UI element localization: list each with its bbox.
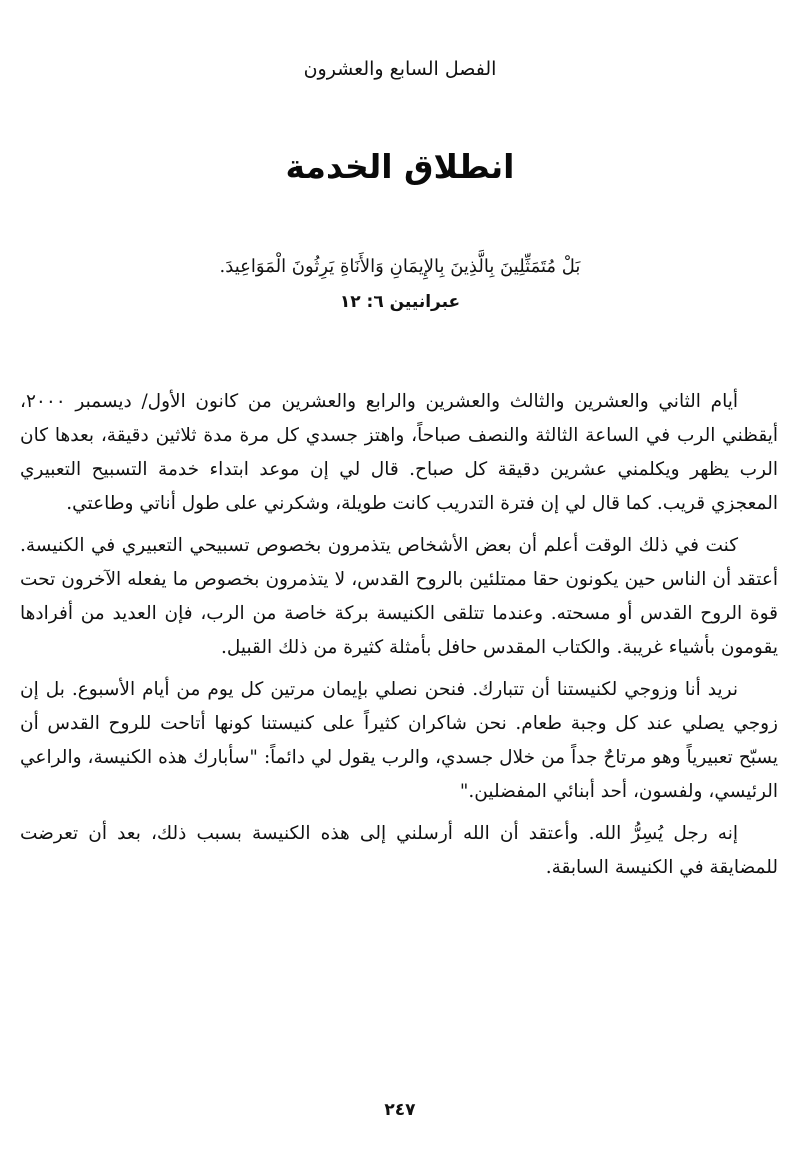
paragraph: إنه رجل يُسِرُّ الله. وأعتقد أن الله أرسلني إلى هذه الكنيسة بسبب ذلك، بعد أن تعرضت للمضايقة في الكنيسة السابقة. bbox=[20, 823, 778, 878]
body-text bbox=[20, 385, 778, 893]
page-number: ٢٤٧ bbox=[384, 1100, 416, 1120]
paragraph: أيام الثاني والعشرين والثالث والعشرين والرابع والعشرين من كانون الأول/ ديسمبر ٢٠٠٠، أيقظني الرب في الساعة الثالثة والنصف صباحاً، واهتز جسدي كل مرة مدة ثلاثين دقيقة، بعدها كان الرب يظهر ويكلمني عشرين دقيقة كل صباح. قال لي إن موعد ابتداء خدمة التسبيح التعبيري المعجزي قريب. كما قال لي إن فترة التدريب كانت طويلة، وشكرني على طول أناتي وطاعتي. bbox=[20, 391, 778, 514]
paragraph: كنت في ذلك الوقت أعلم أن بعض الأشخاص يتذمرون بخصوص تسبيحي التعبيري في الكنيسة. أعتقد أن الناس حين يكونون حقا ممتلئين بالروح القدس، لا يتذمرون بخصوص ما يفعله الآخرون تحت قوة الروح القدس أو مسحته. وعندما تتلقى الكنيسة بركة خاصة من الرب، فإن العديد من أفرادها يقومون بأشياء غريبة. والكتاب المقدس حافل بأمثلة كثيرة من ذلك القبيل. bbox=[20, 535, 778, 658]
epigraph-reference: عبرانيين ٦: ١٢ bbox=[339, 292, 461, 312]
epigraph-verse: بَلْ مُتَمَثِّلِينَ بِالَّذِينَ بِالإِيمَانِ وَالأَنَاةِ يَرِثُونَ الْمَوَاعِيدَ. bbox=[219, 256, 581, 277]
paragraph: نريد أنا وزوجي لكنيستنا أن تتبارك. فنحن نصلي بإيمان مرتين كل يوم من أيام الأسبوع. بل إن زوجي يصلي عند كل وجبة طعام. نحن شاكران كثيراً على كنيستنا كونها أتاحت للروح القدس أن يسبّح تعبيرياً وهو مرتاحٌ جداً من خلال جسدي، والرب يقول لي دائماً: "سأبارك هذه الكنيسة، والراعي الرئيسي، ولفسون، أحد أبنائي المفضلين." bbox=[20, 679, 778, 802]
chapter-title: انطلاق الخدمة bbox=[285, 147, 515, 186]
chapter-label: الفصل السابع والعشرون bbox=[303, 58, 497, 80]
epigraph bbox=[0, 252, 800, 312]
